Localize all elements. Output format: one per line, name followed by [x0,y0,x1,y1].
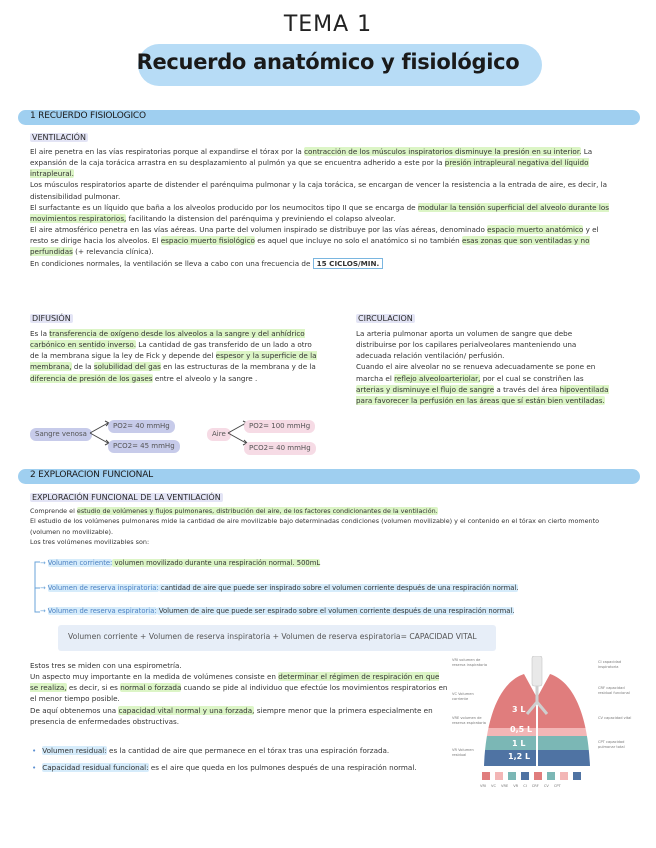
vol-item-desc: cantidad de aire que puede ser inspirado sobre el volumen corriente después de una respiración normal. [158,584,519,592]
highlight: reflejo alveoloarteriolar, [394,373,481,383]
legend-label: VC [491,784,496,788]
legend-label: VRI [480,784,487,788]
vol-item-3 [40,606,514,617]
arrow-icon: → [40,559,46,567]
highlight: diferencia de presión de los gases [30,373,153,383]
lung-note-left-4: VR Volumen residual [452,748,474,757]
text: De aquí obtenemos una [30,705,119,715]
lung-vol-05l: 0,5 L [510,725,533,734]
exploracion-sub-text: EXPLORACIÓN FUNCIONAL DE LA VENTILACIÓN [32,493,221,502]
difusion-label [30,313,73,325]
highlight: transferencia de oxígeno desde los alveolos a la sangre y del anhídrico carbónico en sentido inverso. [30,329,305,350]
section-2-heading: 2 EXPLORACION FUNCIONAL [30,470,153,480]
highlight: esas zonas que son ventiladas y no perfundidas [30,236,590,257]
highlight: presión intrapleural negativa del líquido intrapleural. [30,158,589,179]
lung-vol-12l: 1,2 L [508,752,531,761]
espiro-e2 [30,671,448,704]
vol-item-label: Volumen corriente: [47,559,113,567]
text: Es la [30,329,50,338]
bullet-icon: • [32,746,37,755]
vol-item-label: Volumen de reserva espiratoria: [47,607,157,615]
legend-label: CV [543,784,549,788]
text: La cantidad de gas transferido de un lado a otro de la membrana sigue la ley de Fick y depende del [30,340,312,361]
ventilacion-p1 [30,146,612,179]
legend-label: VR [513,784,519,788]
swatch-cpt [573,772,581,780]
lung-note-left-1: VRI volumen de reserva inspiratoria [452,658,488,667]
circulacion-label [356,313,415,325]
aire-pco2: PCO2= 40 mmHg [244,442,316,455]
highlight: hipoventilada para favorecer la perfusión en las áreas que sí están bien ventiladas. [356,384,609,405]
text: La expansión de la caja torácica arrastra en su desplazamiento al pulmón ya que se encuentra adherido a este por la [30,147,593,168]
text: por el cual se constriñen las [480,373,584,383]
text: En condiciones normales, la ventilación se lleva a cabo con una frecuencia de [30,258,313,268]
exploracion-sub [30,492,223,504]
lung-legend-swatches [482,772,581,780]
espirometria-paragraph [30,660,448,727]
ventilacion-p5 [30,258,612,269]
ventilacion-p2: Los músculos respiratorios aparte de distender el parénquima pulmonar y la caja torácica, se encargan de vencer la resistencia a la entrada de aire, es decir, la distensibilidad pulmonar. [30,180,608,201]
sangre-venosa-pill: Sangre venosa [30,428,92,441]
text: es decir, si es [66,683,121,693]
bullet-volumen-residual [32,745,452,756]
text: Cuando el aire alveolar no se renueva adecuadamente se pone en marcha el [356,362,596,383]
circulacion-label-text: CIRCULACION [358,314,413,323]
aire-po2: PO2= 100 mmHg [244,420,315,433]
lung-legend-labels [480,784,561,790]
vol-item-1 [40,558,320,569]
bullet-icon: • [32,763,37,772]
bracket-line [32,560,44,616]
lung-note-right-4: CPT capacidad pulmonar total [598,740,625,749]
text: El surfactante es un líquido que baña a los alveolos producido por los neumocitos tipo II que se encarga de [30,202,418,212]
ventilacion-p3 [30,202,612,224]
lung-note-left-3: VRE volumen de reserva espiratoria [452,716,486,725]
page-title: Recuerdo anatómico y fisiológico [136,50,520,74]
bullet-label: Capacidad residual funcional: [42,763,149,772]
text: (+ relevancia clínica). [72,247,154,257]
arrow-icon: → [40,584,46,592]
text: a través del área [494,384,560,394]
swatch-vri [482,772,490,780]
text: en las estructuras de la membrana y de la [160,362,316,372]
circulacion-paragraph [356,328,612,406]
vol-item-2 [40,583,518,594]
text: cuando se pide al individuo que efectúe los movimientos respiratorios en el menor tiempo posible. [30,683,448,704]
exploracion-c2: El estudio de los volúmenes pulmonares mide la cantidad de aire movilizable bajo determinadas condiciones (volumen movilizable) y el contenido en el tórax en cierto momento (volumen no movilizable). [30,517,600,536]
swatch-vc [495,772,503,780]
lung-vol-1l: 1 L [512,739,526,748]
bullet-desc: es la cantidad de aire que permanece en el tórax tras una espiración forzada. [106,746,390,755]
venosa-po2: PO2= 40 mmHg [108,420,175,433]
text: El aire atmosférico penetra en las vías aéreas. Una parte del volumen inspirado se distribuye por las vías aéreas, denominado [30,225,488,235]
highlight: espesor y la superficie de la membrana, [30,351,317,372]
text: entre el alveolo y la sangre . [152,373,258,383]
frequency-box: 15 CICLOS/MIN. [313,258,384,269]
highlight: espacio muerto anatómico [487,225,584,235]
exploracion-c3: Los tres volúmenes movilizables son: [30,537,150,546]
bullet-crf [32,762,452,773]
arrow-icon: → [40,607,46,615]
ventilacion-label [30,132,88,144]
legend-label: CI [523,784,527,788]
lung-note-right-2: CRF capacidad residual funcional [598,686,630,695]
highlight: determinar el régimen de respiración en que se realiza, [30,672,440,693]
lung-note-right-3: CV capacidad vital [598,716,632,720]
vol-item-desc: Volumen de aire que puede ser espirado sobre el volumen corriente después de una respiración normal. [156,607,515,615]
text: de la [71,362,94,372]
legend-label: CRF [531,784,539,788]
lung-volumes-diagram [452,656,632,794]
highlight: espacio muerto fisiológico [160,236,255,246]
bullet-label: Volumen residual: [42,746,107,755]
swatch-vre [508,772,516,780]
highlight: contracción de los músculos inspiratorios disminuye la presión en su interior. [304,147,582,156]
capacidad-vital-summary: Volumen corriente + Volumen de reserva inspiratoria + Volumen de reserva espiratoria= CAPACIDAD VITAL [58,625,496,651]
text: Un aspecto muy importante en la medida de volúmenes consiste en [30,672,279,682]
text: es aquel que incluye no solo el anatómico si no también [254,236,462,246]
difusion-paragraph [30,328,320,384]
tema-label: TEMA 1 [283,12,373,37]
circulacion-p2 [356,361,612,406]
highlight: solubilidad del gas [93,362,161,372]
aire-pill: Aire [207,428,231,441]
vol-item-desc: volumen movilizado durante una respiración normal. 500mL [112,559,321,567]
ventilacion-label-text: VENTILACIÓN [32,133,86,142]
text: y el resto se dirige hacia los alveolos. El [30,225,599,246]
venosa-pco2: PCO2= 45 mmHg [108,440,180,453]
legend-label: CPT [553,784,561,788]
swatch-cv [560,772,568,780]
lung-note-left-2: VC Volumen corriente [452,692,474,701]
circulacion-p1: La arteria pulmonar aporta un volumen de sangre que debe distribuirse por los capilares perialveolares manteniendo una adecuada relación ventilación/ perfusión. [356,329,577,361]
ventilacion-p4 [30,224,612,257]
lung-note-right-1: CI capacidad inspiratoria [598,660,622,669]
swatch-vr [521,772,529,780]
difusion-label-text: DIFUSIÓN [32,314,71,323]
text: siempre menor que la primera especialmente en presencia de enfermedades obstructivas. [30,705,433,726]
highlight: modular la tensión superficial del alveolo durante los movimientos respiratorios, [30,202,610,223]
section-1-heading: 1 RECUERDO FISIOLOGICO [30,111,146,121]
legend-label: VRE [500,784,509,788]
espiro-e3 [30,705,448,727]
text: facilitando la distension del parénquima y previniendo el colapso alveolar. [126,213,396,223]
ventilacion-paragraph [30,146,612,269]
exploracion-c1 [30,506,612,516]
highlight: estudio de volúmenes y flujos pulmonares, distribución del aire, de los factores condicionantes de la ventilación. [76,507,438,515]
vol-item-label: Volumen de reserva inspiratoria: [47,584,159,592]
highlight: capacidad vital normal y una forzada, [118,705,255,715]
lung-vol-3l: 3 L [512,705,526,714]
highlight: normal o forzada [120,683,182,693]
highlight: arterias y disminuye el flujo de sangre [356,384,495,394]
swatch-ci [534,772,542,780]
text: Comprende el [30,507,77,515]
swatch-crf [547,772,555,780]
bullet-desc: es el aire que queda en los pulmones después de una respiración normal. [148,763,417,772]
exploracion-paragraph [30,506,612,547]
text: El aire penetra en las vías respiratorias porque al expandirse el tórax por la [30,147,305,156]
espiro-e1: Estos tres se miden con una espirometría. [30,661,182,670]
